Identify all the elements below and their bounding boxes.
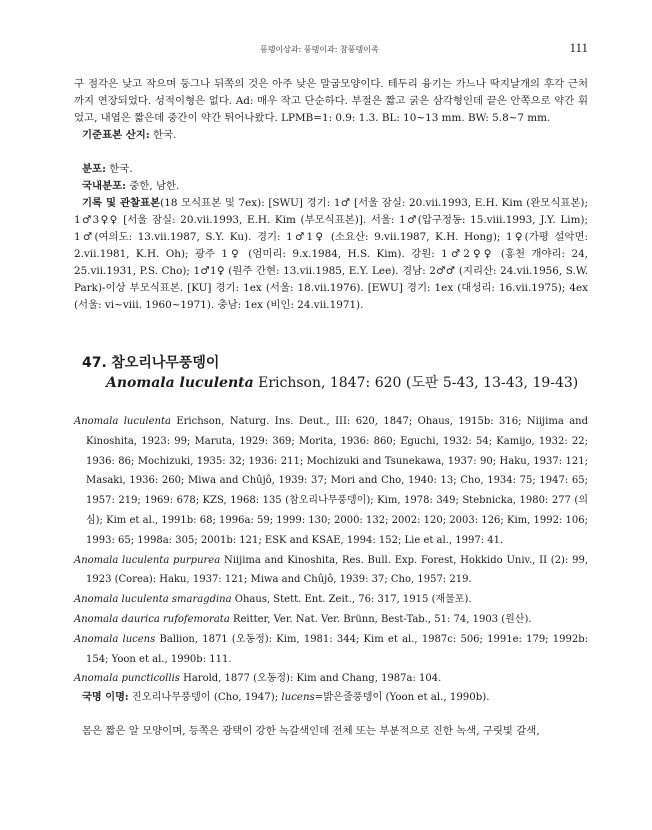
domestic-distribution-value: 중한, 남한.: [126, 180, 180, 192]
records-paragraph: [74, 195, 588, 314]
synonymy-entry: [74, 669, 588, 689]
page-header: [74, 40, 588, 60]
body-description-start: 몸은 짧은 알 모양이며, 등쪽은 광택이 강한 녹갈색인데 전체 또는 부분적으로 진한 녹색, 구릿빛 갈색,: [82, 725, 540, 738]
type-locality: [74, 127, 588, 144]
synonym-citation: Niijima and Kinoshita, Res. Bull. Exp. Forest, Hokkido Univ., II (2): 99, 1923 (Corea): Haku, 1937: 121; Miwa and Chûjô, 1939: 37; Cho, 1957: 219.: [86, 554, 588, 586]
synonymy-entry: [74, 610, 588, 630]
synonym-name: Anomala luculenta: [74, 416, 171, 427]
running-title: 풍뎅이상과: 풍뎅이과: 참풍뎅이족: [260, 45, 379, 54]
page-number: 111: [569, 40, 588, 55]
description-paragraph: 구 점각은 낮고 작으며 둥그나 뒤쪽의 것은 아주 낮은 말굽모양이다. 테두리 융기는 가느나 딱지날개의 후각 근처까지 연장되었다. 성적이형은 없다. Ad: 매우 작고 단순하다. 부절은 짧고 굵은 삼각형인데 끝은 안쪽으로 약간 휘었고, 내엽은 짧은데 중간이 약간 튀어나왔다. LPMB=1: 0.9: 1.3. BL: 10~13 mm. BW: 5.8~7 mm.: [74, 78, 588, 124]
distribution: [74, 161, 588, 178]
synonym-name: Anomala daurica rufofemorata: [74, 613, 230, 625]
synonym-name: Anomala luculenta smaragdina: [74, 594, 232, 606]
korean-name-note-text1: 진오리나무풍뎅이 (Cho, 1947);: [128, 692, 282, 704]
synonym-citation: Ohaus, Stett. Ent. Zeit., 76: 317, 1915 (재물포).: [231, 594, 472, 606]
species-scientific-line: [74, 373, 588, 393]
distribution-label: 분포:: [82, 163, 106, 175]
korean-name-note: [74, 689, 588, 706]
synonymy-entry: [74, 551, 588, 591]
synonym-citation: Harold, 1877 (오동정): Kim and Chang, 1987a: 104.: [179, 673, 442, 685]
domestic-distribution-label: 국내분포:: [82, 180, 126, 192]
records-label: 기록 및 관찰표본: [82, 197, 161, 209]
synonymy-list: [74, 412, 588, 689]
synonymy-entry: [74, 412, 588, 551]
synonymy-entry: [74, 630, 588, 670]
synonym-name: Anomala puncticollis: [74, 673, 180, 685]
korean-name-note-lucens: lucens: [281, 692, 315, 704]
page-content: [74, 76, 588, 740]
synonym-citation: Ballion, 1871 (오동정): Kim, 1981: 344; Kim et al., 1987c: 506; 1991e: 179; 1992b: 154; Yoon et al., 1990b: 111.: [86, 633, 588, 665]
type-locality-value: 한국.: [149, 129, 177, 141]
synonym-citation: Erichson, Naturg. Ins. Deut., III: 620, 1847; Ohaus, 1915b: 316; Niijima and Kinoshita, 1923: 99; Maruta, 1929: 369; Morita, 1936: 860; Eguchi, 1932: 54; Kamijo, 1932: 22; 1936: 86; Mochizuki, 1935: 32; 1936: 211; Mochizuki and Tsunekawa, 1937: 90; Haku, 1937: 121; Masaki, 1936: 260; Miwa and Chûjô, 1939: 37; Mori and Cho, 1940: 13; Cho, 1934: 75; 1947: 65; 1957: 219; 1969: 678; KZS, 1968: 135 (참오리나무풍뎅이); Kim, 1978: 349; Stebnicka, 1980: 277 (의심); Kim et al., 1991b: 68; 1996a: 59; 1999: 130; 2000: 132; 2002: 120; 2003: 126; Kim, 1992: 106; 1993: 65; 1998a: 305; 2001b: 121; ESK and KSAE, 1994: 152; Lie et al., 1997: 41.: [86, 416, 588, 546]
korean-name-note-text2: =밝은줄풍뎅이 (Yoon et al., 1990b).: [314, 692, 490, 704]
species-korean-name: 참오리나무풍뎅이: [111, 355, 220, 371]
species-scientific-name: Anomala luculenta: [106, 375, 254, 391]
species-author-year: Erichson, 1847: 620 (도판 5-43, 13-43, 19-43): [253, 375, 579, 391]
synonym-name: Anomala lucens: [74, 633, 156, 645]
species-number: 47.: [82, 355, 107, 371]
synonymy-entry: [74, 590, 588, 610]
synonym-citation: Reitter, Ver. Nat. Ver. Brünn, Best-Tab., 51: 74, 1903 (원산).: [229, 613, 532, 625]
korean-name-note-label: 국명 이명:: [82, 691, 129, 704]
records-text: (18 모식표본 및 7ex): [SWU] 경기: 1♂ [서울 잠실: 20.vii.1993, E.H. Kim (완모식표본); 1♂3♀♀ [서울 잠실: 20.vii.1993, E.H. Kim (부모식표본)]. 서울: 1♂(압구정동: 15.viii.1993, J.Y. Lim); 1♂(여의도: 13.vii.1987, S.Y. Ku). 경기: 1♂1♀ (소요산: 9.vii.1987, K.H. Hong); 1♀(가평 설악면: 2.vii.1981, K.H. Oh); 광주 1♀ (엄미리: 9.x.1984, H.S. Kim). 강원: 1♂2♀♀ (홍천 개야리: 24, 25.vii.1931, P.S. Cho); 1♂1♀ (원주 간현: 13.vii.1985, E.Y. Lee). 경남: 2♂♂ (지리산: 24.vii.1956, S.W. Park)-이상 부모식표본. [KU] 경기: 1ex (서울: 18.vii.1976). [EWU] 경기: 1ex (대성리: 16.vii.1975); 4ex (서울: vi~viii. 1960~1971). 충남: 1ex (비인: 24.vii.1971).: [74, 197, 588, 311]
domestic-distribution: [74, 178, 588, 195]
distribution-value: 한국.: [105, 163, 133, 175]
synonym-name: Anomala luculenta purpurea: [74, 554, 221, 566]
type-locality-label: 기준표본 산지:: [82, 129, 150, 141]
species-heading: [74, 353, 588, 373]
